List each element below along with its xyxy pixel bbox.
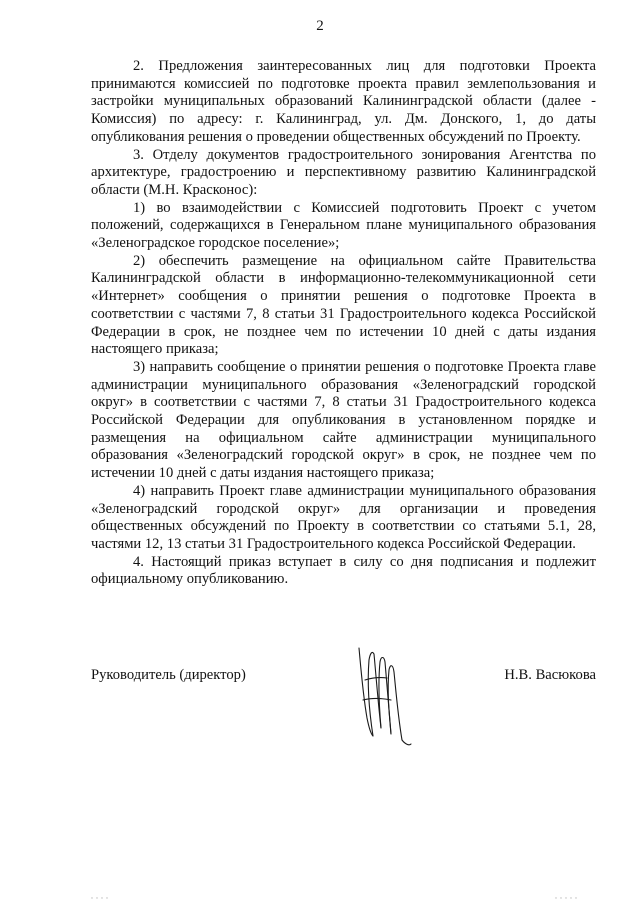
subparagraph-1-prepare-project: 1) во взаимодействии с Комиссией подготовить Проект с учетом положений, содержащихся в Генеральном плане муниципального образования «Зеленоградское городское поселение»;: [91, 199, 596, 252]
subparagraph-2-publish-website: 2) обеспечить размещение на официальном сайте Правительства Калининградской области в информационно-телекоммуникационной сети «Интернет» сообщения о принятии решения о подготовке Проекта в соответствии с частями 7, 8 статьи 31 Градостроительного кодекса Российской Федерации в срок, не позднее чем по истечении 10 дней с даты издания настоящего приказа;: [91, 252, 596, 358]
document-body: [91, 58, 596, 589]
subparagraph-4-send-project: 4) направить Проект главе администрации муниципального образования «Зеленоградский городской округ» для организации и проведения общественных обсуждений по Проекту в соответствии со статьями 5.1, 28, частями 12, 13 статьи 31 Градостроительного кодекса Российской Федерации.: [91, 482, 596, 552]
paragraph-item-4-effective: 4. Настоящий приказ вступает в силу со дня подписания и подлежит официальному опубликованию.: [91, 553, 596, 588]
paragraph-item-2-proposals: 2. Предложения заинтересованных лиц для подготовки Проекта принимаются комиссией по подготовке проекта правил землепользования и застройки муниципальных образований Калининградской области (далее - Комиссия) по адресу: г. Калининград, ул. Дм. Донского, 1, до даты опубликования решения о проведении общественных обсуждений по Проекту.: [91, 58, 596, 145]
scan-artifact-dots: [0, 895, 640, 901]
signature-block: [91, 667, 596, 687]
page-number: 2: [316, 18, 324, 34]
subparagraph-3-send-message: 3) направить сообщение о принятии решения о подготовке Проекта главе администрации муниципального образования «Зеленоградский городской округ» в соответствии с частями 7, 8 статьи 31 Градостроительного кодекса Российской Федерации для опубликования в установленном порядке и размещения на официальном сайте администрации муниципального образования «Зеленоградский городской округ» в срок, не позднее чем по истечении 10 дней с даты издания настоящего приказа;: [91, 358, 596, 482]
signatory-name: Н.В. Васюкова: [504, 667, 596, 683]
paragraph-item-3-department: 3. Отделу документов градостроительного зонирования Агентства по архитектуре, градостроению и перспективному развитию Калининградской области (М.Н. Красконос):: [91, 146, 596, 198]
handwritten-signature: [345, 640, 425, 755]
signatory-title: Руководитель (директор): [91, 667, 246, 683]
